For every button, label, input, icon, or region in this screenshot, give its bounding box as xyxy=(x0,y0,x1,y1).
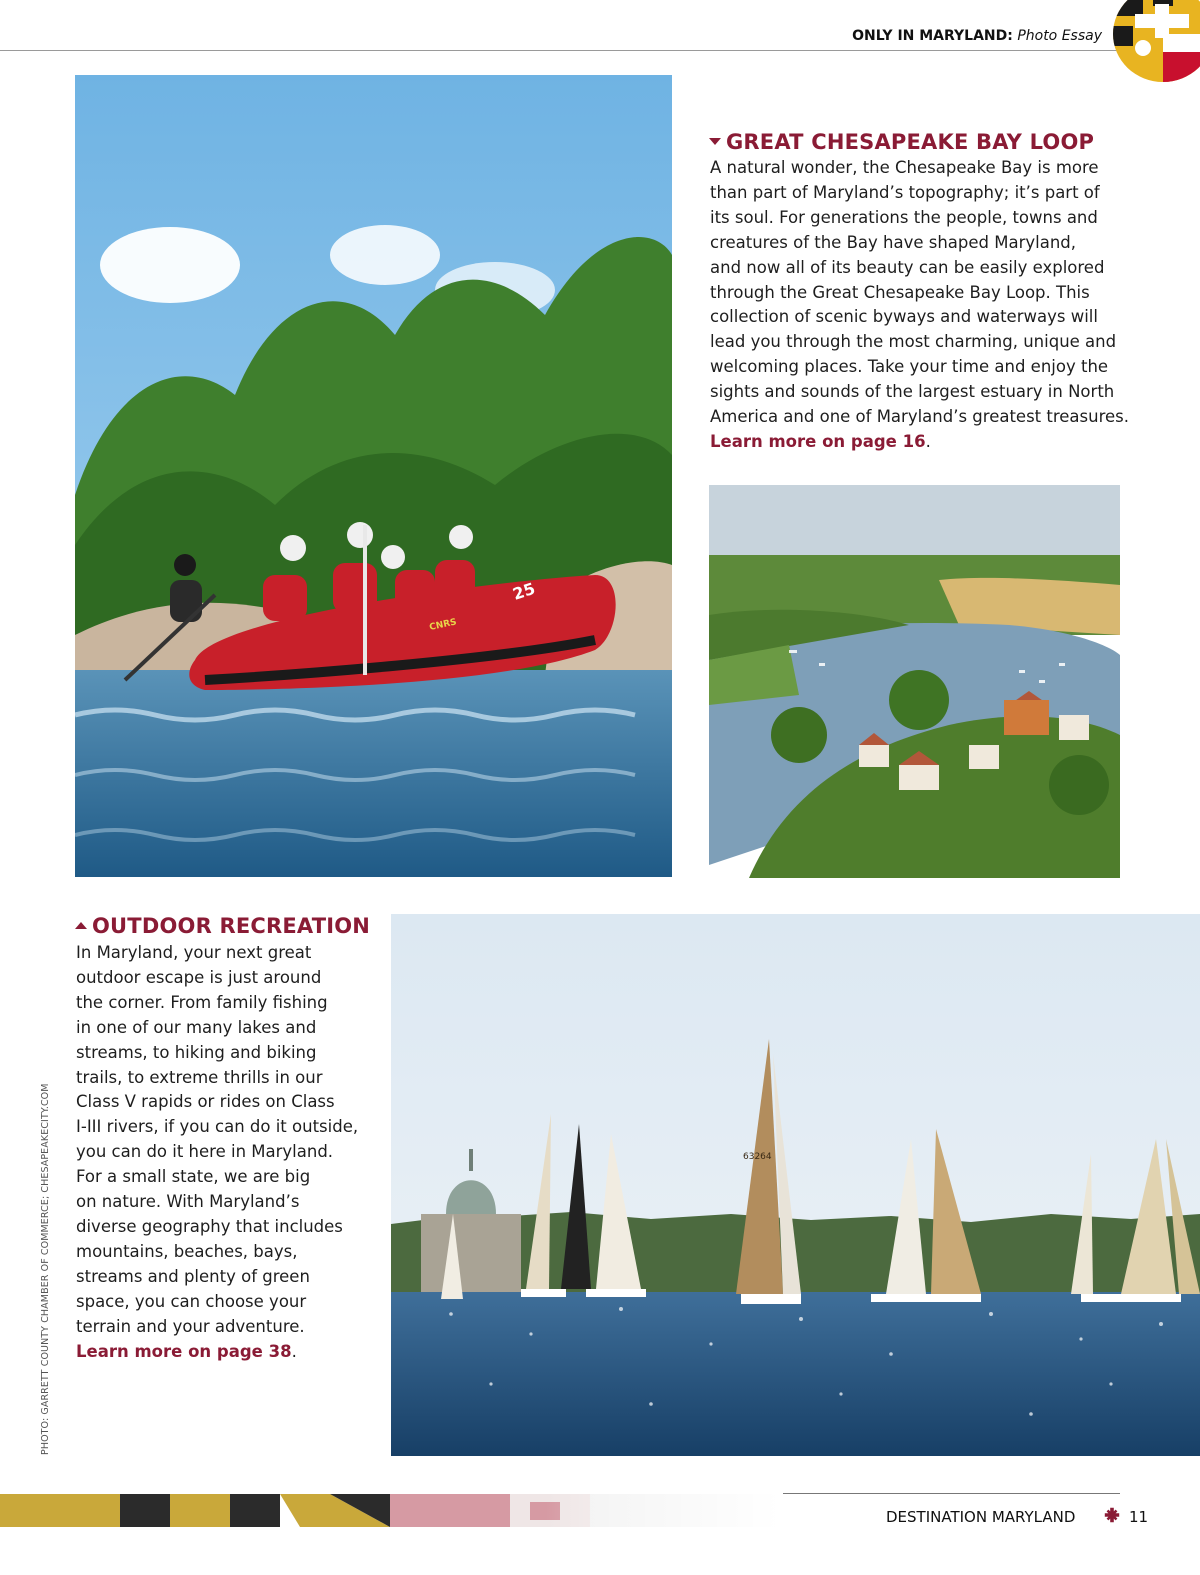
triangle-up-icon xyxy=(75,922,87,929)
body-line: creatures of the Bay have shaped Maryland, xyxy=(710,232,1077,252)
photo-credit: PHOTO: GARRETT COUNTY CHAMBER OF COMMERCE; CHESAPEAKECITY.COM xyxy=(40,1083,51,1455)
page-number: 11 xyxy=(1129,1508,1149,1526)
section-label-italic: Photo Essay xyxy=(1017,28,1102,44)
section-label-bold: ONLY IN MARYLAND: xyxy=(852,28,1013,44)
body-line: on nature. With Maryland’s xyxy=(76,1192,300,1212)
body-line: the corner. From family fishing xyxy=(76,992,328,1012)
page-header xyxy=(0,0,1200,52)
maryland-cross-icon xyxy=(1103,1506,1121,1524)
footer-rule xyxy=(783,1493,1120,1494)
bay-loop-title-text: GREAT CHESAPEAKE BAY LOOP xyxy=(726,130,1095,154)
body-line: diverse geography that includes xyxy=(76,1216,343,1236)
body-line: than part of Maryland’s topography; it’s part of xyxy=(710,182,1100,202)
learn-more-line xyxy=(76,1340,358,1365)
flag-band-icon xyxy=(0,1494,780,1527)
body-line: A natural wonder, the Chesapeake Bay is more xyxy=(710,158,1099,177)
raft-brand: CNRS xyxy=(428,617,458,633)
learn-more-line xyxy=(710,430,1129,455)
body-line: you can do it here in Maryland. xyxy=(76,1142,334,1162)
body-line: sights and sounds of the largest estuary in North xyxy=(710,382,1115,402)
learn-more-link-outdoor[interactable]: Learn more on page 38 xyxy=(76,1341,292,1361)
body-line: In Maryland, your next great xyxy=(76,943,312,962)
body-line: through the Great Chesapeake Bay Loop. This xyxy=(710,282,1090,302)
body-line: terrain and your adventure. xyxy=(76,1316,305,1336)
learn-more-link-bay[interactable]: Learn more on page 16 xyxy=(710,431,926,451)
body-line: I-III rivers, if you can do it outside, xyxy=(76,1117,359,1137)
outdoor-body xyxy=(76,941,358,1364)
header-rule xyxy=(0,50,1125,51)
sailboats-photo xyxy=(391,914,1200,1456)
body-line: streams, to hiking and biking xyxy=(76,1042,317,1062)
raft-number: 25 xyxy=(510,578,538,604)
section-label xyxy=(852,28,1102,44)
body-line: For a small state, we are big xyxy=(76,1167,311,1187)
bay-loop-title xyxy=(709,130,1094,154)
maryland-flag-badge xyxy=(1113,0,1200,82)
body-line: streams and plenty of green xyxy=(76,1266,310,1286)
learn-more-tail: . xyxy=(925,431,931,451)
magazine-name: DESTINATION MARYLAND xyxy=(886,1508,1076,1526)
outdoor-title-text: OUTDOOR RECREATION xyxy=(92,914,371,938)
outdoor-title xyxy=(75,914,370,938)
body-line: America and one of Maryland’s greatest treasures. xyxy=(710,407,1130,427)
body-line: trails, to extreme thrills in our xyxy=(76,1067,323,1087)
body-line: collection of scenic byways and waterways will xyxy=(710,307,1098,327)
body-line: its soul. For generations the people, towns and xyxy=(710,207,1098,227)
body-line: Class V rapids or rides on Class xyxy=(76,1092,335,1112)
triangle-down-icon xyxy=(709,138,721,145)
rafting-photo xyxy=(75,75,672,877)
bay-aerial-photo xyxy=(709,485,1120,878)
bay-loop-body xyxy=(710,156,1129,455)
body-line: outdoor escape is just around xyxy=(76,967,322,987)
footer-flag-band xyxy=(0,1494,780,1527)
body-line: lead you through the most charming, unique and xyxy=(710,332,1117,352)
body-line: welcoming places. Take your time and enjoy the xyxy=(710,357,1109,377)
body-line: space, you can choose your xyxy=(76,1291,307,1311)
learn-more-tail: . xyxy=(291,1341,297,1361)
maryland-flag-icon xyxy=(1113,0,1200,82)
body-line: mountains, beaches, bays, xyxy=(76,1241,298,1261)
sail-number: 63264 xyxy=(743,1152,772,1162)
body-line: in one of our many lakes and xyxy=(76,1017,317,1037)
body-line: and now all of its beauty can be easily explored xyxy=(710,257,1105,277)
